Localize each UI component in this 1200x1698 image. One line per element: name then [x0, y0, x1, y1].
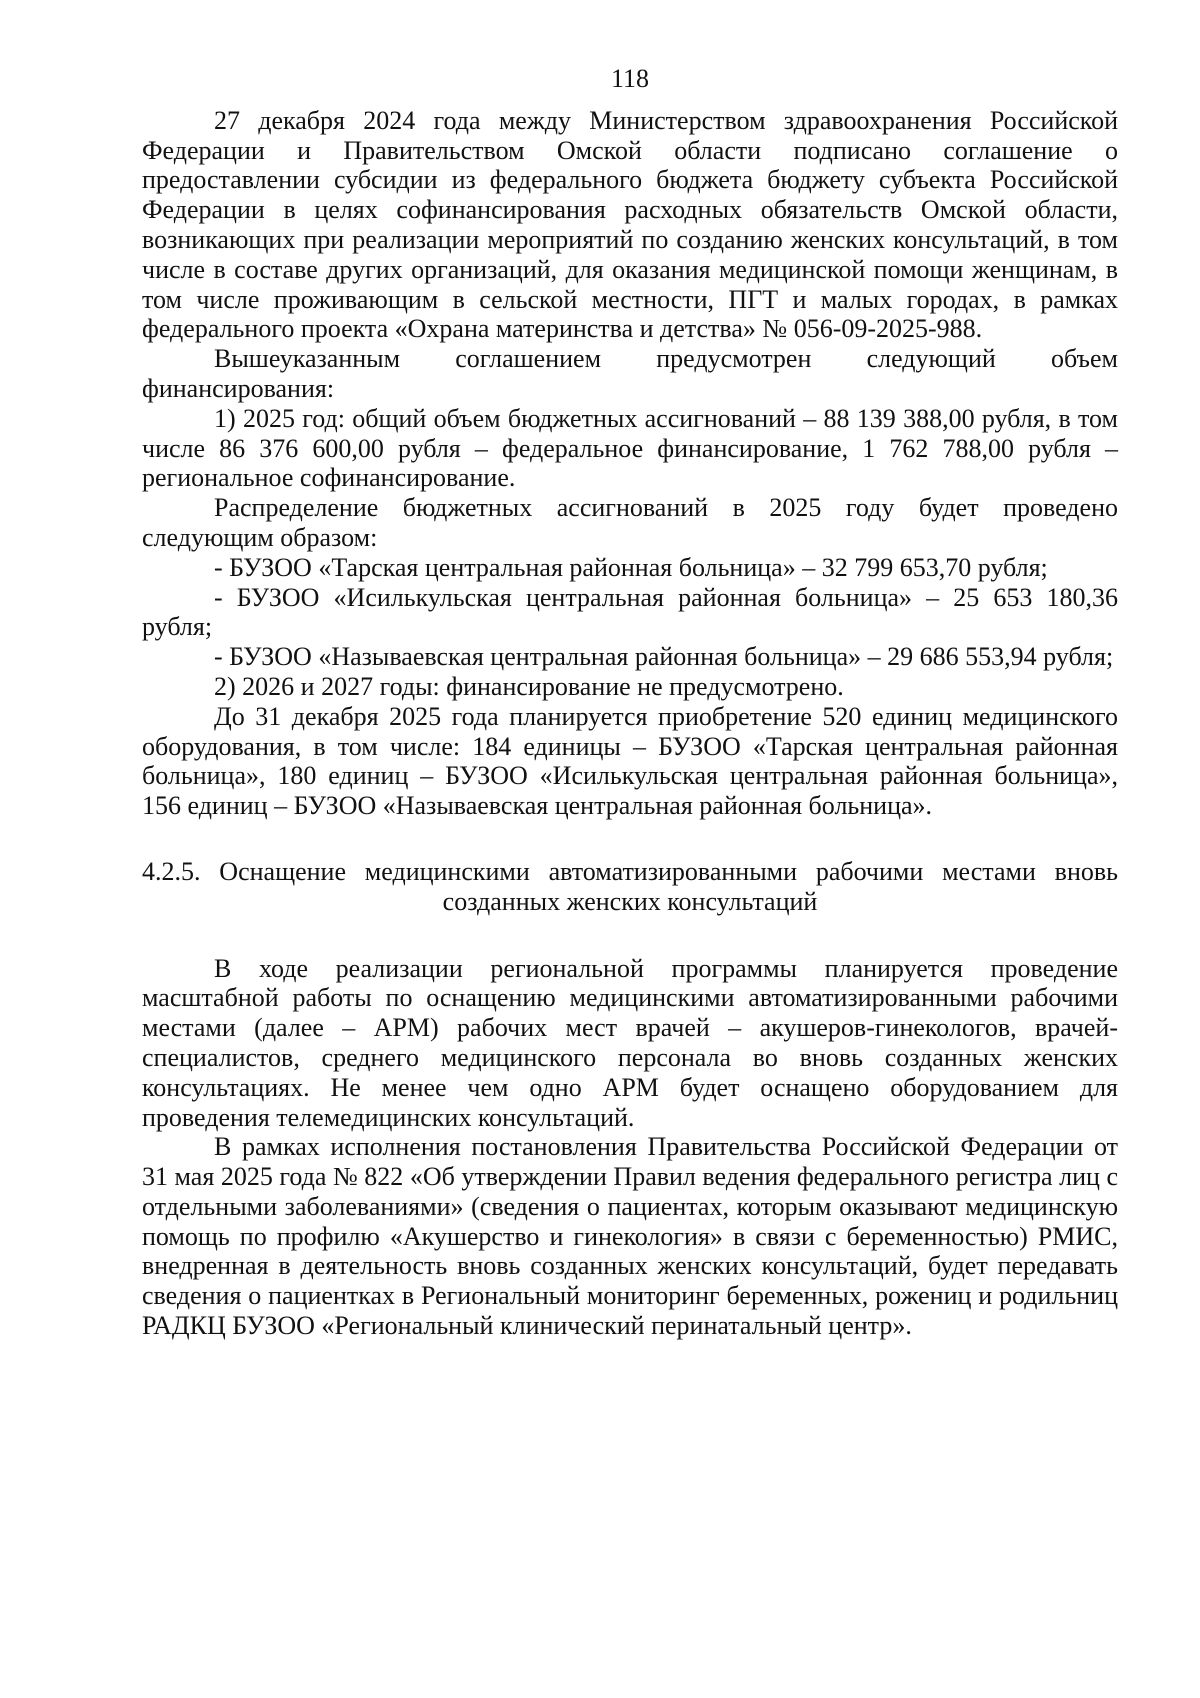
hospital-item-isilkul: - БУЗОО «Исилькульская центральная районная больница» – 25 653 180,36 рубля; [142, 582, 1118, 642]
distribution-intro-paragraph: Распределение бюджетных ассигнований в 2025 году будет проведено следующим образом: [142, 493, 1118, 552]
hospital-item-tara: - БУЗОО «Тарская центральная районная больница» – 32 799 653,70 рубля; [214, 552, 1048, 582]
rmis-paragraph: В рамках исполнения постановления Правительства Российской Федерации от 31 мая 2025 года № 822 «Об утверждении Правил ведения федерального регистра лиц с отдельными заболеваниями» (сведения о пациентах, которым оказывают медицинскую помощь по профилю «Акушерство и гинекология» в связи с беременностью) РМИС, внедренная в деятельность вновь созданных женских консультаций, будет передавать сведения о пациентках в Региональный мониторинг беременных, рожениц и родильниц РАДКЦ БУЗОО «Региональный клинический перинатальный центр». [142, 1132, 1118, 1341]
section-heading [142, 857, 1118, 917]
section-heading-line-2: созданных женских консультаций [442, 886, 818, 916]
hospital-item-nazyvaevsk: - БУЗОО «Называевская центральная районная больница» – 29 686 553,94 рубля; [214, 642, 1114, 672]
funding-2026-2027-paragraph: 2) 2026 и 2027 годы: финансирование не предусмотрено. [214, 671, 844, 701]
agreement-paragraph: 27 декабря 2024 года между Министерством здравоохранения Российской Федерации и Правительством Омской области подписано соглашение о предоставлении субсидии из федерального бюджета бюджету субъекта Российской Федерации в целях софинансирования расходных обязательств Омской области, возникающих при реализации мероприятий по созданию женских консультаций, в том числе в составе других организаций, для оказания медицинской помощи женщинам, в том числе проживающим в сельской местности, ПГТ и малых городах, в рамках федерального проекта «Охрана материнства и детства» № 056-09-2025-988. [142, 105, 1118, 344]
section-heading-line-1: 4.2.5. Оснащение медицинскими автоматизированными рабочими местами вновь [142, 856, 1118, 886]
page-number: 118 [610, 64, 650, 93]
funding-2025-paragraph: 1) 2025 год: общий объем бюджетных ассигнований – 88 139 388,00 рубля, в том числе 86 376 600,00 рубля – федеральное финансирование, 1 762 788,00 рубля – региональное софинансирование. [142, 403, 1118, 493]
funding-intro-paragraph: Вышеуказанным соглашением предусмотрен следующий объем финансирования: [142, 344, 1118, 403]
equipment-paragraph: До 31 декабря 2025 года планируется приобретение 520 единиц медицинского оборудования, в том числе: 184 единицы – БУЗОО «Тарская центральная районная больница», 180 единиц – БУЗОО «Исилькульская центральная районная больница», 156 единиц – БУЗОО «Называевская центральная районная больница». [142, 701, 1118, 821]
arm-paragraph: В ходе реализации региональной программы планируется проведение масштабной работы по оснащению медицинскими автоматизированными рабочими местами (далее – АРМ) рабочих мест врачей – акушеров-гинекологов, врачей-специалистов, среднего медицинского персонала во вновь созданных женских консультациях. Не менее чем одно АРМ будет оснащено оборудованием для проведения телемедицинских консультаций. [142, 953, 1118, 1132]
